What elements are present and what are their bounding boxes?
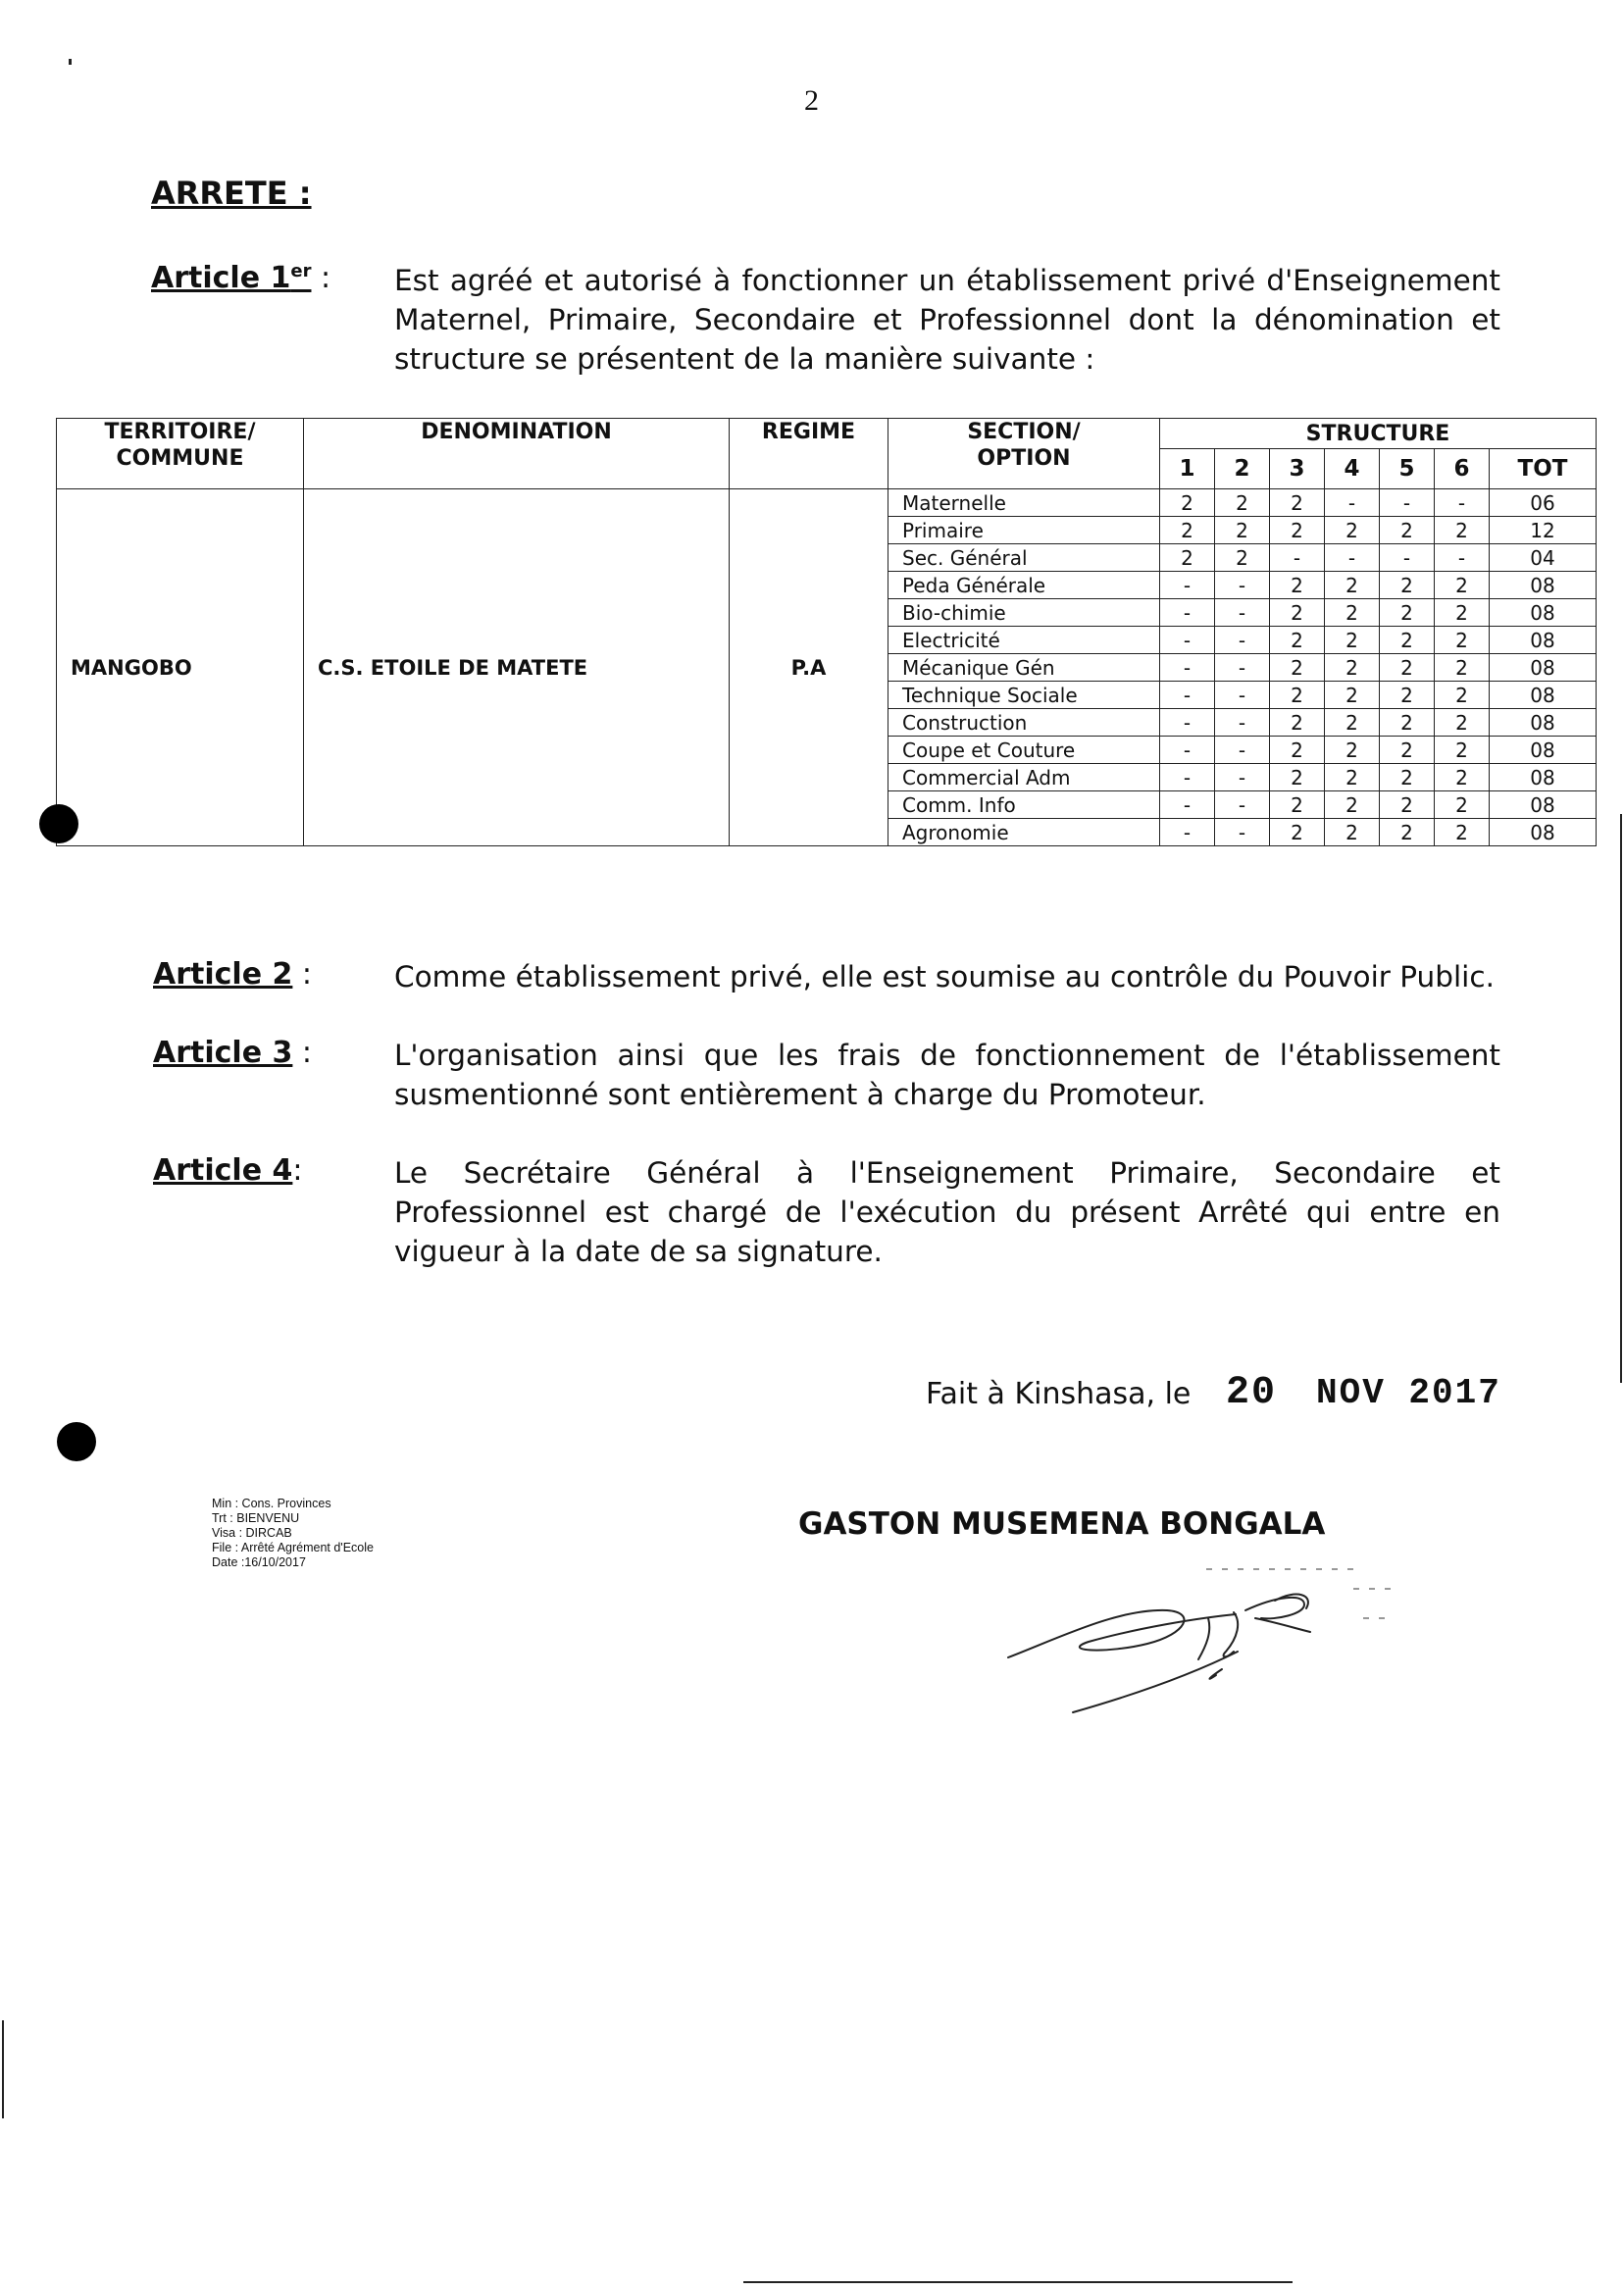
header-tot: TOT [1490, 449, 1597, 489]
year-5-cell: 2 [1380, 599, 1435, 627]
header-denomination: DENOMINATION [304, 419, 730, 489]
year-4-cell: 2 [1325, 599, 1380, 627]
filing-line: Date :16/10/2017 [212, 1555, 306, 1569]
year-2-cell: - [1215, 572, 1270, 599]
tot-cell: 08 [1490, 819, 1597, 846]
year-6-cell: 2 [1435, 654, 1490, 682]
year-2-cell: - [1215, 737, 1270, 764]
year-2-cell: - [1215, 599, 1270, 627]
tot-cell: 08 [1490, 654, 1597, 682]
year-4-cell: 2 [1325, 517, 1380, 544]
year-6-cell: 2 [1435, 791, 1490, 819]
year-3-cell: 2 [1270, 572, 1325, 599]
tot-cell: 12 [1490, 517, 1597, 544]
table-row [57, 489, 1597, 517]
year-5-cell: 2 [1380, 764, 1435, 791]
tot-cell: 08 [1490, 764, 1597, 791]
section-cell: Comm. Info [888, 791, 1160, 819]
punch-hole-mark [57, 1422, 96, 1461]
year-6-cell: 2 [1435, 572, 1490, 599]
year-5-cell: 2 [1380, 682, 1435, 709]
section-cell: Peda Générale [888, 572, 1160, 599]
punch-hole-mark [39, 804, 78, 843]
year-1-cell: - [1160, 599, 1215, 627]
year-1-cell: - [1160, 791, 1215, 819]
year-2-cell: 2 [1215, 544, 1270, 572]
filing-line: Min : Cons. Provinces [212, 1497, 331, 1510]
filing-line: File : Arrêté Agrément d'Ecole [212, 1541, 374, 1554]
year-3-cell: 2 [1270, 517, 1325, 544]
header-regime: REGIME [730, 419, 888, 489]
section-cell: Agronomie [888, 819, 1160, 846]
year-6-cell: 2 [1435, 737, 1490, 764]
tot-cell: 08 [1490, 709, 1597, 737]
section-cell: Electricité [888, 627, 1160, 654]
year-4-cell: 2 [1325, 627, 1380, 654]
section-cell: Bio-chimie [888, 599, 1160, 627]
date-stamp: 20 NOV 2017 [1226, 1371, 1501, 1415]
year-2-cell: - [1215, 819, 1270, 846]
filing-notes [212, 1497, 374, 1570]
year-5-cell: 2 [1380, 737, 1435, 764]
year-4-cell: 2 [1325, 819, 1380, 846]
article-4-label: Article 4: [153, 1153, 303, 1188]
tot-cell: 08 [1490, 599, 1597, 627]
article-2-label: Article 2 : [153, 957, 313, 992]
year-3-cell: 2 [1270, 819, 1325, 846]
year-1-cell: - [1160, 654, 1215, 682]
article-1-text: Est agréé et autorisé à fonctionner un établissement privé d'Enseignement Maternel, Primaire, Secondaire et Professionnel dont la dénomination et structure se présentent de la manière suivante : [394, 264, 1500, 376]
year-3-cell: 2 [1270, 764, 1325, 791]
year-3-cell: 2 [1270, 709, 1325, 737]
year-3-cell: 2 [1270, 627, 1325, 654]
year-5-cell: 2 [1380, 572, 1435, 599]
denomination-cell: C.S. ETOILE DE MATETE [304, 489, 730, 846]
scan-speck [69, 59, 72, 65]
year-2-cell: - [1215, 654, 1270, 682]
year-6-cell: 2 [1435, 627, 1490, 654]
structure-table [56, 418, 1597, 846]
header-structure: STRUCTURE [1160, 419, 1597, 449]
tot-cell: 04 [1490, 544, 1597, 572]
scan-edge-line [2, 2020, 4, 2118]
year-2-cell: 2 [1215, 517, 1270, 544]
year-4-cell: 2 [1325, 764, 1380, 791]
year-4-cell: - [1325, 544, 1380, 572]
section-cell: Coupe et Couture [888, 737, 1160, 764]
year-2-cell: 2 [1215, 489, 1270, 517]
year-3-cell: 2 [1270, 791, 1325, 819]
year-1-cell: - [1160, 819, 1215, 846]
year-2-cell: - [1215, 764, 1270, 791]
tot-cell: 08 [1490, 682, 1597, 709]
header-year-1: 1 [1160, 449, 1215, 489]
year-3-cell: 2 [1270, 737, 1325, 764]
year-2-cell: - [1215, 682, 1270, 709]
header-year-2: 2 [1215, 449, 1270, 489]
decree-heading: ARRETE : [151, 175, 312, 212]
year-5-cell: 2 [1380, 709, 1435, 737]
header-territoire: TERRITOIRE/ COMMUNE [57, 419, 304, 489]
header-section: SECTION/ OPTION [888, 419, 1160, 489]
header-year-5: 5 [1380, 449, 1435, 489]
tot-cell: 08 [1490, 572, 1597, 599]
section-cell: Mécanique Gén [888, 654, 1160, 682]
year-2-cell: - [1215, 791, 1270, 819]
article-1-label: Article 1er : [151, 261, 331, 295]
year-1-cell: - [1160, 737, 1215, 764]
filing-line: Visa : DIRCAB [212, 1526, 292, 1540]
article-3-text: L'organisation ainsi que les frais de fonctionnement de l'établissement susmentionné sont entièrement à charge du Promoteur. [394, 1039, 1500, 1111]
section-cell: Commercial Adm [888, 764, 1160, 791]
regime-cell: P.A [730, 489, 888, 846]
scan-edge-line [1620, 814, 1622, 1383]
year-4-cell: 2 [1325, 654, 1380, 682]
year-5-cell: 2 [1380, 517, 1435, 544]
year-4-cell: 2 [1325, 572, 1380, 599]
year-4-cell: 2 [1325, 682, 1380, 709]
year-3-cell: 2 [1270, 599, 1325, 627]
year-1-cell: 2 [1160, 544, 1215, 572]
signoff-place: Fait à Kinshasa, le [926, 1377, 1192, 1411]
year-1-cell: - [1160, 627, 1215, 654]
year-6-cell: 2 [1435, 709, 1490, 737]
tot-cell: 08 [1490, 791, 1597, 819]
year-6-cell: 2 [1435, 517, 1490, 544]
article-4-text: Le Secrétaire Général à l'Enseignement Primaire, Secondaire et Professionnel est chargé de l'exécution du présent Arrêté qui entre en vigueur à la date de sa signature. [394, 1156, 1500, 1268]
year-6-cell: - [1435, 544, 1490, 572]
territoire-cell: MANGOBO [57, 489, 304, 846]
header-year-4: 4 [1325, 449, 1380, 489]
year-3-cell: 2 [1270, 654, 1325, 682]
year-5-cell: 2 [1380, 654, 1435, 682]
year-6-cell: 2 [1435, 599, 1490, 627]
filing-line: Trt : BIENVENU [212, 1511, 300, 1525]
year-3-cell: - [1270, 544, 1325, 572]
year-5-cell: 2 [1380, 627, 1435, 654]
year-1-cell: - [1160, 764, 1215, 791]
scan-edge-line [743, 2281, 1293, 2283]
year-5-cell: 2 [1380, 791, 1435, 819]
tot-cell: 06 [1490, 489, 1597, 517]
year-6-cell: - [1435, 489, 1490, 517]
tot-cell: 08 [1490, 627, 1597, 654]
year-5-cell: 2 [1380, 819, 1435, 846]
year-5-cell: - [1380, 489, 1435, 517]
table-body [57, 489, 1597, 846]
year-6-cell: 2 [1435, 819, 1490, 846]
header-year-6: 6 [1435, 449, 1490, 489]
year-1-cell: 2 [1160, 489, 1215, 517]
year-1-cell: 2 [1160, 517, 1215, 544]
year-3-cell: 2 [1270, 489, 1325, 517]
year-4-cell: 2 [1325, 737, 1380, 764]
header-year-3: 3 [1270, 449, 1325, 489]
section-cell: Construction [888, 709, 1160, 737]
year-4-cell: - [1325, 489, 1380, 517]
year-4-cell: 2 [1325, 709, 1380, 737]
year-6-cell: 2 [1435, 764, 1490, 791]
year-5-cell: - [1380, 544, 1435, 572]
handwritten-signature [981, 1550, 1402, 1726]
year-4-cell: 2 [1325, 791, 1380, 819]
section-cell: Sec. Général [888, 544, 1160, 572]
tot-cell: 08 [1490, 737, 1597, 764]
article-3-label: Article 3 : [153, 1036, 313, 1070]
section-cell: Technique Sociale [888, 682, 1160, 709]
year-1-cell: - [1160, 682, 1215, 709]
year-1-cell: - [1160, 572, 1215, 599]
year-2-cell: - [1215, 709, 1270, 737]
year-2-cell: - [1215, 627, 1270, 654]
section-cell: Primaire [888, 517, 1160, 544]
page-number: 2 [804, 84, 819, 117]
signatory-name: GASTON MUSEMENA BONGALA [798, 1506, 1326, 1542]
section-cell: Maternelle [888, 489, 1160, 517]
year-3-cell: 2 [1270, 682, 1325, 709]
year-6-cell: 2 [1435, 682, 1490, 709]
article-2-text: Comme établissement privé, elle est soumise au contrôle du Pouvoir Public. [394, 960, 1495, 993]
year-1-cell: - [1160, 709, 1215, 737]
